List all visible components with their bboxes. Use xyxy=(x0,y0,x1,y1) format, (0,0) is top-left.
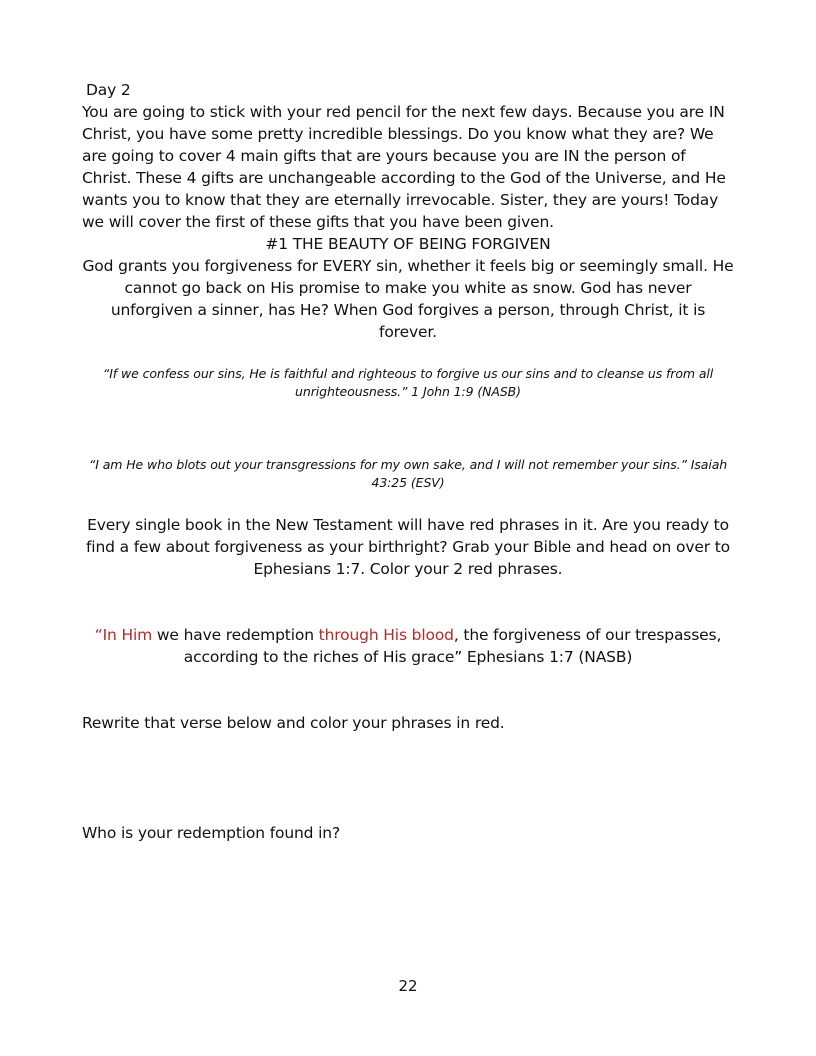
rewrite-instruction: Rewrite that verse below and color your phrases in red. xyxy=(82,714,505,732)
spacer xyxy=(82,668,734,712)
forgiveness-paragraph: God grants you forgiveness for EVERY sin, whether it feels big or seemingly small. He cannot go back on His promise to make you white as snow. God has never unforgiven a sinner, has He? When God forgives a person, through Christ, it is forever. xyxy=(82,257,734,341)
new-testament-paragraph: Every single book in the New Testament will have red phrases in it. Are you ready to find a few about forgiveness as your birthright? Grab your Bible and head on over to Ephesians 1:7. Color your 2 red phrases. xyxy=(85,516,730,578)
document-page xyxy=(82,79,734,844)
verse-text: we have redemption xyxy=(152,626,319,644)
verse-1-john: “If we confess our sins, He is faithful and righteous to forgive us our sins and to cleanse us from all unrighteousness.” 1 John 1:9 (NASB) xyxy=(102,366,714,399)
day-heading: Day 2 xyxy=(86,81,131,99)
red-phrase-through-his-blood: through His blood xyxy=(318,626,454,644)
spacer xyxy=(82,734,734,822)
verse-isaiah: “I am He who blots out your transgressions for my own sake, and I will not remember your sins.” Isaiah 43:25 (ESV) xyxy=(88,457,728,490)
spacer xyxy=(82,401,734,456)
intro-paragraph: You are going to stick with your red pencil for the next few days. Because you are IN Christ, you have some pretty incredible blessings. Do you know what they are? We are going to cover 4 main gifts that are yours because you are IN the person of Christ. These 4 gifts are unchangeable according to the God of the Universe, and He wants you to know that they are eternally irrevocable. Sister, they are yours! Today we will cover the first of these gifts that you have been given. xyxy=(82,103,726,231)
spacer xyxy=(82,492,734,514)
redemption-question: Who is your redemption found in? xyxy=(82,824,341,842)
page-number: 22 xyxy=(398,977,418,995)
section-title: #1 THE BEAUTY OF BEING FORGIVEN xyxy=(265,235,551,253)
spacer xyxy=(82,580,734,624)
red-phrase-in-him: “In Him xyxy=(94,626,153,644)
verse-text: , the forgiveness of our trespasses, according to the riches of His grace” Ephesians 1:7 (NASB) xyxy=(183,626,722,666)
ephesians-verse xyxy=(82,624,734,668)
spacer xyxy=(82,343,734,365)
